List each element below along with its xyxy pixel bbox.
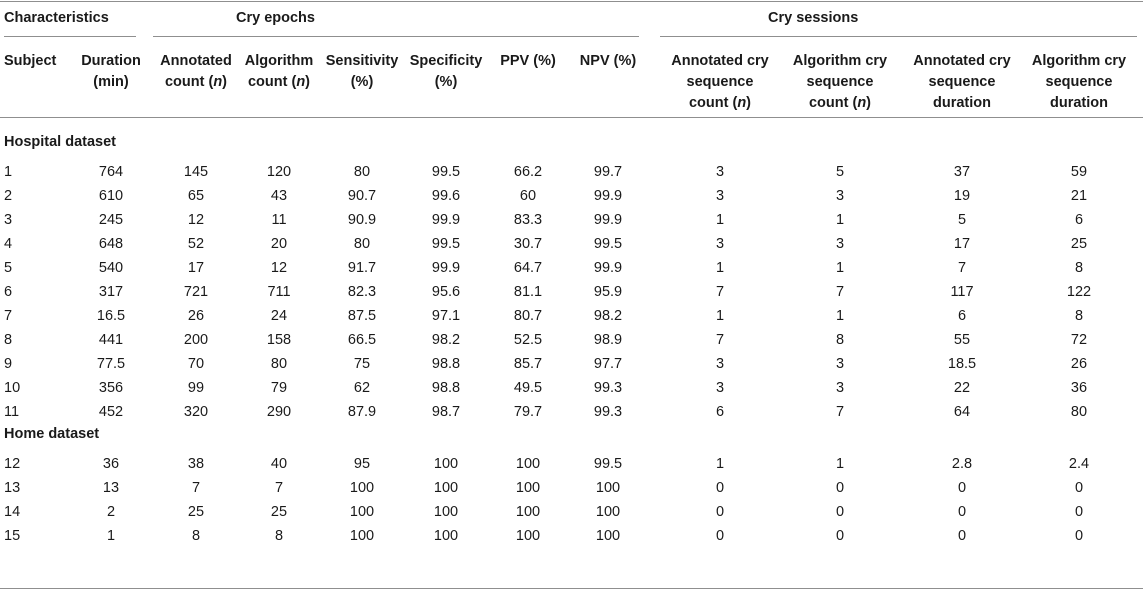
cell-annotated-seq-duration: 17 <box>953 236 971 252</box>
cell-subject: 7 <box>4 308 13 324</box>
cell-subject: 13 <box>4 480 21 496</box>
header-annotated-count <box>154 51 238 93</box>
cell-annotated-count: 65 <box>187 188 205 204</box>
cell-subject: 6 <box>4 284 13 300</box>
cell-sensitivity: 62 <box>353 380 371 396</box>
cell-ppv: 81.1 <box>513 284 543 300</box>
cell-annotated-seq-duration: 0 <box>957 528 967 544</box>
cell-annotated-count: 99 <box>187 380 205 396</box>
cell-subject: 2 <box>4 188 13 204</box>
cell-duration: 13 <box>102 480 120 496</box>
cell-specificity: 98.8 <box>431 356 461 372</box>
cell-npv: 99.5 <box>593 456 623 472</box>
cell-algorithm-count: 8 <box>274 528 284 544</box>
cell-algorithm-seq-count: 1 <box>835 212 845 228</box>
cell-annotated-count: 26 <box>187 308 205 324</box>
header-line: (%) <box>350 74 374 90</box>
cell-algorithm-seq-duration: 8 <box>1074 308 1084 324</box>
group-cry-sessions: Cry sessions <box>768 10 859 26</box>
cell-duration: 2 <box>106 504 116 520</box>
header-ppv <box>488 51 568 72</box>
cell-algorithm-count: 12 <box>270 260 288 276</box>
cell-subject: 5 <box>4 260 13 276</box>
cell-annotated-seq-count: 1 <box>715 456 725 472</box>
cell-annotated-seq-count: 0 <box>715 504 725 520</box>
cell-specificity: 98.8 <box>431 380 461 396</box>
cell-algorithm-count: 290 <box>266 404 292 420</box>
cell-npv: 99.3 <box>593 404 623 420</box>
cell-annotated-seq-duration: 6 <box>957 308 967 324</box>
cell-annotated-count: 38 <box>187 456 205 472</box>
cell-algorithm-seq-duration: 0 <box>1074 528 1084 544</box>
cell-subject: 3 <box>4 212 13 228</box>
cell-annotated-seq-count: 3 <box>715 380 725 396</box>
cell-algorithm-seq-duration: 36 <box>1070 380 1088 396</box>
cell-duration: 36 <box>102 456 120 472</box>
header-line: Algorithm cry <box>792 53 888 69</box>
cell-sensitivity: 87.9 <box>347 404 377 420</box>
cell-sensitivity: 100 <box>349 504 375 520</box>
cell-algorithm-count: 24 <box>270 308 288 324</box>
header-bottom-rule <box>0 117 1143 118</box>
cell-duration: 16.5 <box>96 308 126 324</box>
header-line: count (n) <box>688 95 752 111</box>
cell-annotated-seq-count: 7 <box>715 284 725 300</box>
cell-annotated-seq-count: 7 <box>715 332 725 348</box>
group-cry-epochs: Cry epochs <box>236 10 315 26</box>
table-row <box>0 328 1143 352</box>
header-line: count (n) <box>164 74 228 90</box>
cell-annotated-seq-duration: 55 <box>953 332 971 348</box>
header-line: sequence <box>928 74 996 90</box>
cell-algorithm-count: 79 <box>270 380 288 396</box>
header-line: (%) <box>434 74 458 90</box>
cell-annotated-seq-duration: 22 <box>953 380 971 396</box>
header-duration <box>72 51 150 93</box>
cell-algorithm-count: 7 <box>274 480 284 496</box>
cell-npv: 97.7 <box>593 356 623 372</box>
cell-annotated-count: 52 <box>187 236 205 252</box>
cell-specificity: 99.6 <box>431 188 461 204</box>
cell-algorithm-seq-duration: 72 <box>1070 332 1088 348</box>
table-row <box>0 524 1143 548</box>
header-line: Annotated cry <box>913 53 1011 69</box>
header-line: count (n) <box>808 95 872 111</box>
cell-ppv: 100 <box>515 480 541 496</box>
table-row <box>0 160 1143 184</box>
cell-ppv: 66.2 <box>513 164 543 180</box>
cell-algorithm-seq-duration: 0 <box>1074 504 1084 520</box>
cell-subject: 9 <box>4 356 13 372</box>
cell-annotated-seq-duration: 37 <box>953 164 971 180</box>
header-line: Sensitivity <box>325 53 399 69</box>
cell-annotated-seq-count: 0 <box>715 528 725 544</box>
table-row <box>0 476 1143 500</box>
cell-algorithm-seq-count: 0 <box>835 504 845 520</box>
group-characteristics: Characteristics <box>4 10 109 26</box>
header-line: Subject <box>4 53 57 69</box>
cell-algorithm-count: 11 <box>271 212 287 228</box>
cell-ppv: 100 <box>515 528 541 544</box>
cell-specificity: 100 <box>433 504 459 520</box>
characteristics-underline <box>4 36 136 37</box>
cell-algorithm-count: 20 <box>270 236 288 252</box>
table-bottom-rule <box>0 588 1143 589</box>
cell-algorithm-seq-count: 3 <box>835 356 845 372</box>
cell-algorithm-count: 80 <box>270 356 288 372</box>
cell-annotated-seq-duration: 0 <box>957 480 967 496</box>
cell-algorithm-seq-duration: 8 <box>1074 260 1084 276</box>
cell-algorithm-count: 158 <box>266 332 292 348</box>
cell-algorithm-count: 120 <box>266 164 292 180</box>
cell-sensitivity: 100 <box>349 528 375 544</box>
cell-specificity: 100 <box>433 528 459 544</box>
cell-algorithm-seq-duration: 2.4 <box>1068 456 1090 472</box>
cell-duration: 648 <box>98 236 124 252</box>
cell-npv: 99.3 <box>593 380 623 396</box>
cell-subject: 15 <box>4 528 21 544</box>
cell-duration: 610 <box>98 188 124 204</box>
cell-subject: 1 <box>4 164 13 180</box>
header-line: Annotated cry <box>671 53 769 69</box>
cell-annotated-count: 12 <box>187 212 205 228</box>
cell-sensitivity: 90.7 <box>347 188 377 204</box>
cell-annotated-count: 721 <box>183 284 209 300</box>
cell-annotated-count: 145 <box>183 164 209 180</box>
cell-npv: 99.9 <box>593 212 623 228</box>
cell-duration: 441 <box>98 332 124 348</box>
cell-algorithm-count: 711 <box>267 284 291 300</box>
cell-npv: 100 <box>595 528 621 544</box>
cell-sensitivity: 80 <box>353 236 371 252</box>
header-line: Algorithm <box>244 53 314 69</box>
header-line: (min) <box>93 74 129 90</box>
cell-algorithm-count: 40 <box>270 456 288 472</box>
cell-annotated-count: 200 <box>183 332 209 348</box>
cell-algorithm-seq-duration: 80 <box>1070 404 1088 420</box>
header-algorithm-seq-duration <box>1018 51 1140 114</box>
header-line: sequence <box>806 74 874 90</box>
cell-specificity: 100 <box>433 480 459 496</box>
cell-subject: 14 <box>4 504 21 520</box>
cell-ppv: 80.7 <box>513 308 543 324</box>
header-line: sequence <box>1045 74 1113 90</box>
table-row <box>0 376 1143 400</box>
table-row <box>0 304 1143 328</box>
cell-annotated-seq-duration: 0 <box>957 504 967 520</box>
cry-sessions-underline <box>660 36 1137 37</box>
cell-npv: 100 <box>595 480 621 496</box>
cell-algorithm-seq-duration: 26 <box>1070 356 1088 372</box>
header-line: Duration <box>81 53 141 69</box>
cell-annotated-count: 7 <box>191 480 201 496</box>
cell-sensitivity: 90.9 <box>347 212 377 228</box>
cell-ppv: 85.7 <box>513 356 543 372</box>
cell-annotated-seq-count: 3 <box>715 356 725 372</box>
header-line: Annotated <box>160 53 232 69</box>
cry-epochs-underline <box>153 36 639 37</box>
cell-annotated-count: 17 <box>187 260 205 276</box>
header-annotated-seq-duration <box>898 51 1026 114</box>
cell-duration: 540 <box>98 260 124 276</box>
section-label: Home dataset <box>4 426 100 442</box>
cell-algorithm-count: 43 <box>270 188 288 204</box>
cell-npv: 99.7 <box>593 164 623 180</box>
cell-npv: 100 <box>595 504 621 520</box>
cell-npv: 99.5 <box>593 236 623 252</box>
header-line: duration <box>1050 95 1108 111</box>
cell-ppv: 79.7 <box>513 404 543 420</box>
header-line: Specificity <box>409 53 483 69</box>
cell-annotated-seq-count: 3 <box>715 236 725 252</box>
cell-annotated-seq-duration: 7 <box>957 260 967 276</box>
cell-specificity: 98.7 <box>431 404 461 420</box>
cell-annotated-seq-duration: 5 <box>957 212 967 228</box>
cell-specificity: 97.1 <box>431 308 461 324</box>
section-label: Hospital dataset <box>4 134 116 150</box>
cell-subject: 10 <box>4 380 21 396</box>
cell-npv: 98.9 <box>593 332 623 348</box>
cell-duration: 77.5 <box>96 356 126 372</box>
cell-duration: 764 <box>98 164 124 180</box>
header-line: count (n) <box>247 74 311 90</box>
cell-npv: 98.2 <box>593 308 623 324</box>
cell-sensitivity: 82.3 <box>347 284 377 300</box>
cell-sensitivity: 91.7 <box>347 260 377 276</box>
cell-annotated-seq-count: 0 <box>715 480 725 496</box>
header-algorithm-count <box>238 51 320 93</box>
cell-sensitivity: 100 <box>349 480 375 496</box>
cell-specificity: 95.6 <box>431 284 461 300</box>
cell-specificity: 100 <box>433 456 459 472</box>
cell-algorithm-seq-count: 3 <box>835 188 845 204</box>
table-row <box>0 256 1143 280</box>
cell-annotated-seq-count: 1 <box>715 308 725 324</box>
cell-annotated-seq-duration: 18.5 <box>947 356 977 372</box>
cell-annotated-count: 25 <box>187 504 205 520</box>
cell-duration: 1 <box>106 528 116 544</box>
cell-specificity: 99.9 <box>431 212 461 228</box>
cell-algorithm-seq-count: 3 <box>835 236 845 252</box>
cell-algorithm-seq-duration: 25 <box>1070 236 1088 252</box>
cell-npv: 99.9 <box>593 260 623 276</box>
cell-specificity: 98.2 <box>431 332 461 348</box>
header-sensitivity <box>320 51 404 93</box>
cell-algorithm-seq-count: 1 <box>835 260 845 276</box>
cell-npv: 95.9 <box>593 284 623 300</box>
header-annotated-seq-count <box>656 51 784 114</box>
header-algorithm-seq-count <box>776 51 904 114</box>
table-row <box>0 208 1143 232</box>
cell-algorithm-seq-duration: 59 <box>1070 164 1088 180</box>
cell-sensitivity: 95 <box>353 456 371 472</box>
cell-annotated-count: 320 <box>183 404 209 420</box>
cell-annotated-count: 70 <box>187 356 205 372</box>
cell-ppv: 64.7 <box>513 260 543 276</box>
cell-annotated-seq-duration: 64 <box>953 404 971 420</box>
cell-subject: 12 <box>4 456 21 472</box>
header-specificity <box>404 51 488 93</box>
table-row <box>0 184 1143 208</box>
header-line: NPV (%) <box>579 53 637 69</box>
cell-annotated-count: 8 <box>191 528 201 544</box>
cell-duration: 245 <box>98 212 124 228</box>
cell-duration: 452 <box>98 404 124 420</box>
cell-algorithm-seq-duration: 0 <box>1074 480 1084 496</box>
header-line: Algorithm cry <box>1031 53 1127 69</box>
cell-algorithm-seq-count: 1 <box>835 308 845 324</box>
table-row <box>0 500 1143 524</box>
cell-sensitivity: 66.5 <box>347 332 377 348</box>
cell-annotated-seq-count: 1 <box>715 212 725 228</box>
cell-algorithm-seq-count: 7 <box>835 404 845 420</box>
cell-algorithm-count: 25 <box>270 504 288 520</box>
cell-ppv: 100 <box>515 504 541 520</box>
table-top-rule <box>0 1 1143 2</box>
header-subject <box>4 51 64 72</box>
table-row <box>0 352 1143 376</box>
cell-duration: 317 <box>98 284 124 300</box>
cell-algorithm-seq-duration: 122 <box>1066 284 1092 300</box>
cell-annotated-seq-count: 1 <box>715 260 725 276</box>
cell-npv: 99.9 <box>593 188 623 204</box>
cell-subject: 8 <box>4 332 13 348</box>
cell-annotated-seq-count: 3 <box>715 188 725 204</box>
cell-specificity: 99.5 <box>431 236 461 252</box>
table-row <box>0 452 1143 476</box>
cell-subject: 4 <box>4 236 13 252</box>
cell-algorithm-seq-count: 7 <box>835 284 845 300</box>
cell-ppv: 100 <box>515 456 541 472</box>
cell-annotated-seq-count: 3 <box>715 164 725 180</box>
header-npv <box>568 51 648 72</box>
cell-sensitivity: 87.5 <box>347 308 377 324</box>
cell-algorithm-seq-count: 3 <box>835 380 845 396</box>
cell-ppv: 60 <box>519 188 537 204</box>
table-row <box>0 280 1143 304</box>
cell-ppv: 83.3 <box>513 212 543 228</box>
cell-algorithm-seq-count: 8 <box>835 332 845 348</box>
cell-specificity: 99.9 <box>431 260 461 276</box>
header-line: duration <box>933 95 991 111</box>
cell-subject: 11 <box>4 404 20 420</box>
cell-specificity: 99.5 <box>431 164 461 180</box>
cell-algorithm-seq-count: 0 <box>835 480 845 496</box>
cell-ppv: 30.7 <box>513 236 543 252</box>
header-line: PPV (%) <box>500 53 556 69</box>
cell-algorithm-seq-duration: 6 <box>1074 212 1084 228</box>
cell-annotated-seq-duration: 19 <box>953 188 971 204</box>
cell-duration: 356 <box>98 380 124 396</box>
cell-ppv: 52.5 <box>513 332 543 348</box>
cell-annotated-seq-duration: 2.8 <box>951 456 973 472</box>
cell-algorithm-seq-count: 5 <box>835 164 845 180</box>
cell-sensitivity: 80 <box>353 164 371 180</box>
cell-annotated-seq-count: 6 <box>715 404 725 420</box>
cell-annotated-seq-duration: 117 <box>950 284 974 300</box>
cell-algorithm-seq-count: 1 <box>835 456 845 472</box>
cell-algorithm-seq-duration: 21 <box>1070 188 1088 204</box>
table-row <box>0 232 1143 256</box>
cell-algorithm-seq-count: 0 <box>835 528 845 544</box>
cell-sensitivity: 75 <box>353 356 371 372</box>
cell-ppv: 49.5 <box>513 380 543 396</box>
table-row <box>0 400 1143 424</box>
header-line: sequence <box>686 74 754 90</box>
